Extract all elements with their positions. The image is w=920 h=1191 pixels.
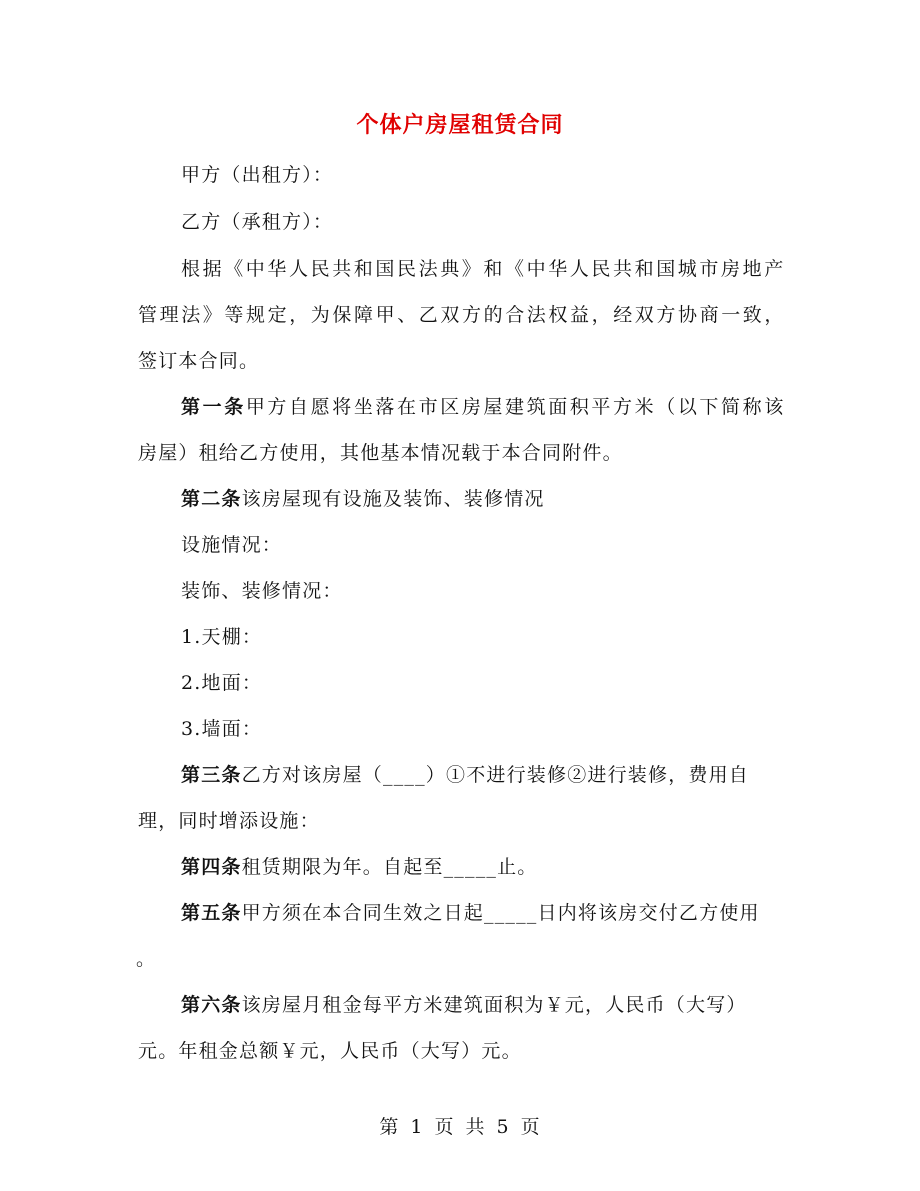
article-6-heading: 第六条 [181,994,242,1016]
intro-line-2: 管理法》等规定，为保障甲、乙双方的合法权益，经双方协商一致， [138,304,787,326]
article-1-line-2: 房屋）租给乙方使用，其他基本情况载于本合同附件。 [138,442,623,464]
party-b-line: 乙方（承租方）： [181,211,334,233]
ceiling-item: 1.天棚： [181,626,263,648]
article-1-line-1 [181,392,786,419]
article-2-heading: 第二条 [181,488,242,510]
article-6-line-2: 元。年租金总额￥元，人民币（大写）元。 [138,1040,522,1062]
intro-line-3: 签订本合同。 [138,350,260,372]
article-3-text: 乙方对该房屋（____）①不进行装修②进行装修，费用自 [241,764,750,786]
page-number-footer: 第 1 页 共 5 页 [379,1116,541,1138]
article-5-line-1 [181,898,760,925]
article-3-line-1 [181,760,749,787]
intro-line-1: 根据《中华人民共和国民法典》和《中华人民共和国城市房地产 [181,258,786,280]
decoration-line: 装饰、装修情况： [181,580,343,602]
article-5-heading: 第五条 [181,902,242,924]
article-6-text: 该房屋月租金每平方米建筑面积为￥元，人民币（大写） [241,994,747,1016]
document-title: 个体户房屋租赁合同 [356,112,564,138]
wall-item: 3.墙面： [181,718,263,740]
article-1-heading: 第一条 [181,396,246,418]
article-4-text: 租赁期限为年。自起至_____止。 [241,856,538,878]
party-a-line: 甲方（出租方）： [181,164,334,186]
article-6-line-1 [181,990,747,1017]
article-5-text: 甲方须在本合同生效之日起_____日内将该房交付乙方使用 [241,902,760,924]
article-2-line [181,484,545,511]
article-3-line-2: 理，同时增添设施： [138,810,320,832]
article-5-line-2: 。 [136,948,157,970]
floor-item: 2.地面： [181,672,263,694]
article-1-text: 甲方自愿将坐落在市区房屋建筑面积平方米（以下简称该 [245,396,786,418]
facilities-line: 设施情况： [181,534,283,556]
article-4-line [181,852,538,879]
article-2-text: 该房屋现有设施及装饰、装修情况 [241,488,545,510]
article-3-heading: 第三条 [181,764,242,786]
article-4-heading: 第四条 [181,856,242,878]
